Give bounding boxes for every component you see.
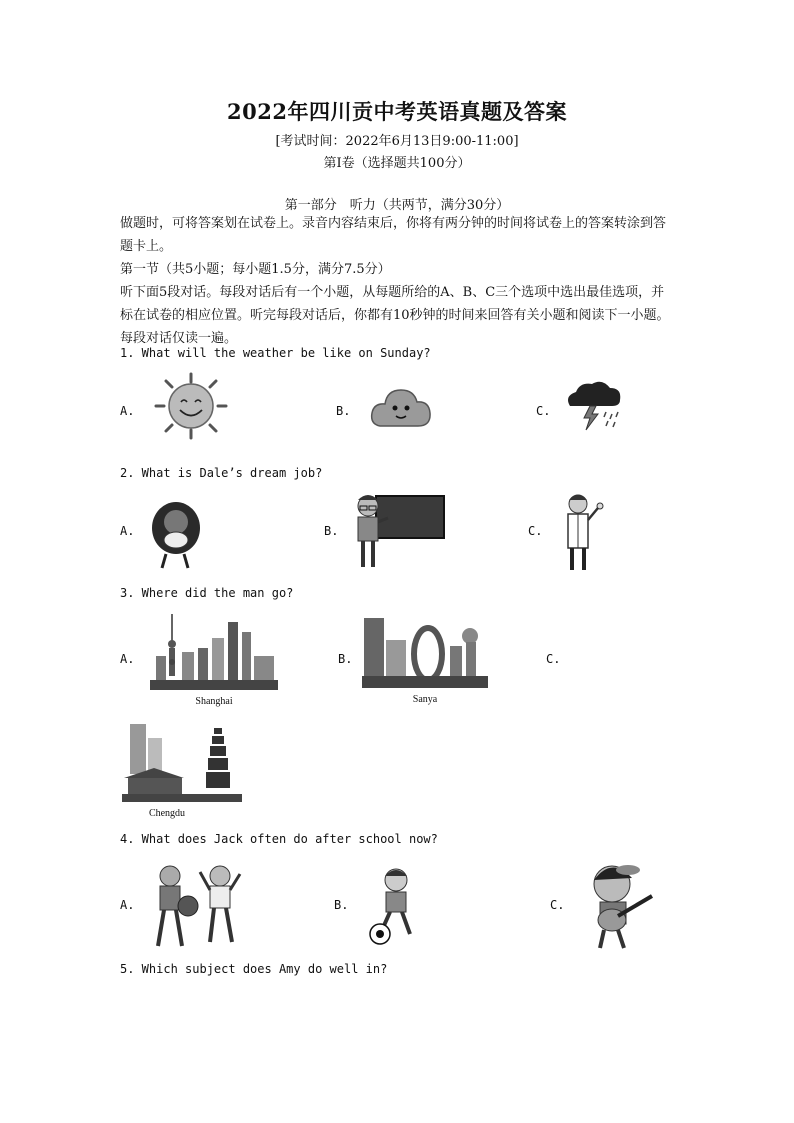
question-5: 5. Which subject does Amy do well in? [120,962,388,976]
doctor-illustration [556,492,606,572]
volume-heading: 第Ⅰ卷（选择题共100分） [323,156,471,171]
instructions: 做题时，可将答案划在试卷上。录音内容结束后，你将有两分钟的时间将试卷上的答案转涂到答题卡上。 [120,216,667,254]
part-heading: 第一部分 听力（共两节，满分30分） [284,198,510,213]
option-b[interactable]: B. [334,898,349,912]
option-c[interactable]: C. [528,524,543,538]
basketball-illustration [148,860,248,952]
option-b[interactable]: B. [336,404,351,418]
option-b[interactable]: B. [338,652,353,666]
sanya-photo [362,610,488,705]
sun-icon [150,372,232,440]
question-4: 4. What does Jack often do after school now? [120,832,438,846]
caption-shanghai: Shanghai [195,696,233,707]
guitar-illustration [578,860,664,952]
chef-illustration [150,498,202,570]
shanghai-photo [150,612,278,707]
teacher-illustration [354,492,446,570]
section-heading: 第一节（共5小题；每小题1.5分，满分7.5分） [120,262,391,277]
question-3: 3. Where did the man go? [120,586,294,600]
chengdu-photo [122,720,242,819]
football-illustration [366,866,428,948]
option-a[interactable]: A. [120,898,135,912]
option-a[interactable]: A. [120,652,135,666]
caption-chengdu: Chengdu [148,808,186,819]
option-b[interactable]: B. [324,524,339,538]
caption-sanya: Sanya [412,694,438,705]
option-c[interactable]: C. [546,652,561,666]
cloud-icon [368,382,434,436]
page-title: 2022年四川贡中考英语真题及答案 [227,99,567,124]
question-2: 2. What is Dale’s dream job? [120,466,323,480]
option-a[interactable]: A. [120,404,135,418]
question-1: 1. What will the weather be like on Sunday? [120,346,431,360]
storm-cloud-icon [562,380,626,432]
option-a[interactable]: A. [120,524,135,538]
section-instructions: 听下面5段对话。每段对话后有一个小题，从每题所给的A、B、C三个选项中选出最佳选项，并标在试卷的相应位置。听完每段对话后，你都有10秒钟的时间来回答有关小题和阅读下一小题。每段对话仅读一遍。 [120,285,670,346]
exam-time: [考试时间：2022年6月13日9:00-11:00] [275,134,519,149]
option-c[interactable]: C. [536,404,551,418]
option-c[interactable]: C. [550,898,565,912]
